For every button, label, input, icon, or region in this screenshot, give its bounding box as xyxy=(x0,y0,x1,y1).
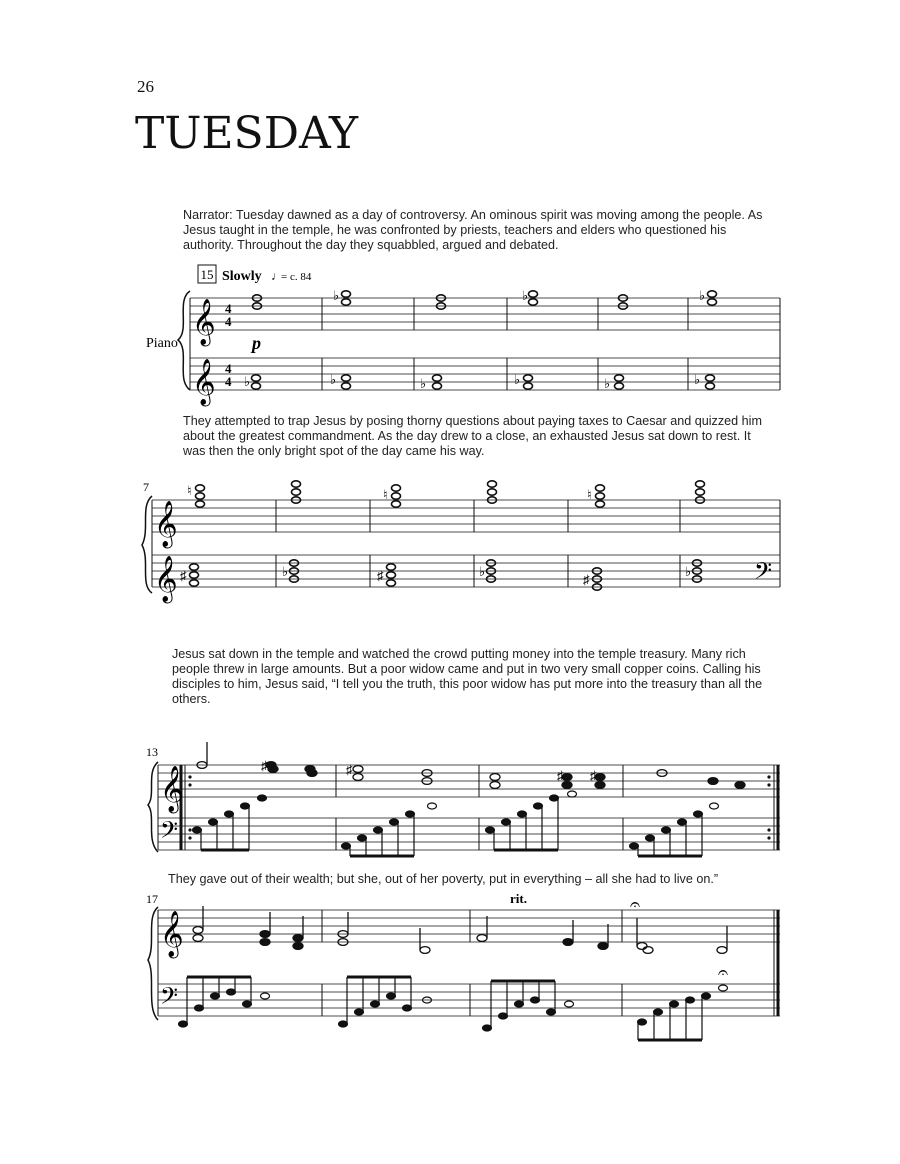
instrument-label: Piano xyxy=(146,336,178,351)
rehearsal-mark xyxy=(198,265,216,283)
tempo-note-glyph: ♩ xyxy=(271,269,283,283)
treble-clef: 𝄞 xyxy=(154,501,178,546)
score-system-3 xyxy=(0,740,900,860)
measure-number: 7 xyxy=(143,480,149,494)
svg-text:♯: ♯ xyxy=(261,758,268,773)
bass-clef: 𝄢 xyxy=(160,984,179,1015)
whole-notes xyxy=(190,481,705,590)
metronome-mark: = c. 84 xyxy=(281,271,312,283)
svg-text:♭: ♭ xyxy=(699,288,706,303)
svg-text:♮: ♮ xyxy=(587,487,592,502)
svg-text:𝄐: 𝄐 xyxy=(718,962,729,982)
svg-text:♯: ♯ xyxy=(180,568,187,583)
time-signature xyxy=(225,301,232,389)
svg-text:♮: ♮ xyxy=(187,483,192,498)
measure-number: 17 xyxy=(146,892,158,906)
narration-1: Narrator: Tuesday dawned as a day of controversy. An ominous spirit was moving among the people. As Jesus taught in the temple, he was confronted by priests, teachers and elders who questioned his authority. Throughout the day they squabbled, argued and debated. xyxy=(183,208,763,252)
svg-text:♭: ♭ xyxy=(479,564,486,579)
svg-text:♭: ♭ xyxy=(604,376,611,391)
score-system-2 xyxy=(0,470,900,600)
svg-text:♯: ♯ xyxy=(583,572,590,587)
treble-clef: 𝄞 xyxy=(160,766,184,811)
narration-4: They gave out of their wealth; but she, out of her poverty, put in everything – all she had to live on.” xyxy=(168,872,719,886)
melody-notes xyxy=(193,906,727,953)
narration-2: They attempted to trap Jesus by posing thorny questions about paying taxes to Caesar and quizzed him about the greatest commandment. As the day drew to a close, an exhausted Jesus sat down to rest. It was then the only bright spot of the day came his way. xyxy=(183,414,762,458)
svg-text:♯: ♯ xyxy=(346,762,353,777)
accidentals xyxy=(244,288,705,391)
dynamic-marking: p xyxy=(252,333,261,353)
svg-text:♮: ♮ xyxy=(383,487,388,502)
fermatas xyxy=(630,894,728,982)
svg-text:♭: ♭ xyxy=(685,564,692,579)
svg-text:♯: ♯ xyxy=(590,768,597,783)
svg-text:♭: ♭ xyxy=(282,564,289,579)
treble-clef: 𝄞 xyxy=(192,299,216,344)
bass-arpeggios xyxy=(179,977,728,1040)
treble-clef: 𝄞 xyxy=(160,911,184,956)
whole-notes xyxy=(252,291,717,389)
svg-text:♭: ♭ xyxy=(244,374,251,389)
svg-text:♯: ♯ xyxy=(377,568,384,583)
treble-clef: 𝄞 xyxy=(154,556,178,601)
svg-text:4: 4 xyxy=(225,374,232,389)
svg-text:♭: ♭ xyxy=(330,372,337,387)
bass-clef-change: 𝄢 xyxy=(754,559,773,590)
svg-text:4: 4 xyxy=(225,301,232,316)
svg-text:𝄐: 𝄐 xyxy=(630,894,641,914)
svg-text:♭: ♭ xyxy=(694,372,701,387)
page-title: TUESDAY xyxy=(135,108,359,159)
svg-text:4: 4 xyxy=(225,314,232,329)
svg-text:♭: ♭ xyxy=(333,288,340,303)
tempo-marking: Slowly xyxy=(222,269,262,284)
svg-text:♭: ♭ xyxy=(522,288,529,303)
accidentals xyxy=(180,483,691,587)
score-system-4 xyxy=(0,885,900,1045)
measure-number: 13 xyxy=(146,745,158,759)
svg-text:♯: ♯ xyxy=(557,768,564,783)
svg-text:♭: ♭ xyxy=(514,372,521,387)
svg-text:15: 15 xyxy=(200,267,214,282)
narration-3: Jesus sat down in the temple and watched the crowd putting money into the temple treasury. Many rich people threw in large amounts. But a poor widow came and put in two very small copper coins. Calling his disciples to him, Jesus said, “I tell you the truth, this poor widow has put more into the treasury than all the others. xyxy=(172,647,763,706)
bass-arpeggios xyxy=(193,791,719,856)
bass-clef: 𝄢 xyxy=(160,818,179,849)
ritardando-marking: rit. xyxy=(510,891,527,906)
score-system-1 xyxy=(0,255,900,405)
page-number: 26 xyxy=(137,77,154,96)
svg-text:♭: ♭ xyxy=(420,376,427,391)
svg-text:4: 4 xyxy=(225,361,232,376)
treble-clef: 𝄞 xyxy=(192,359,216,404)
